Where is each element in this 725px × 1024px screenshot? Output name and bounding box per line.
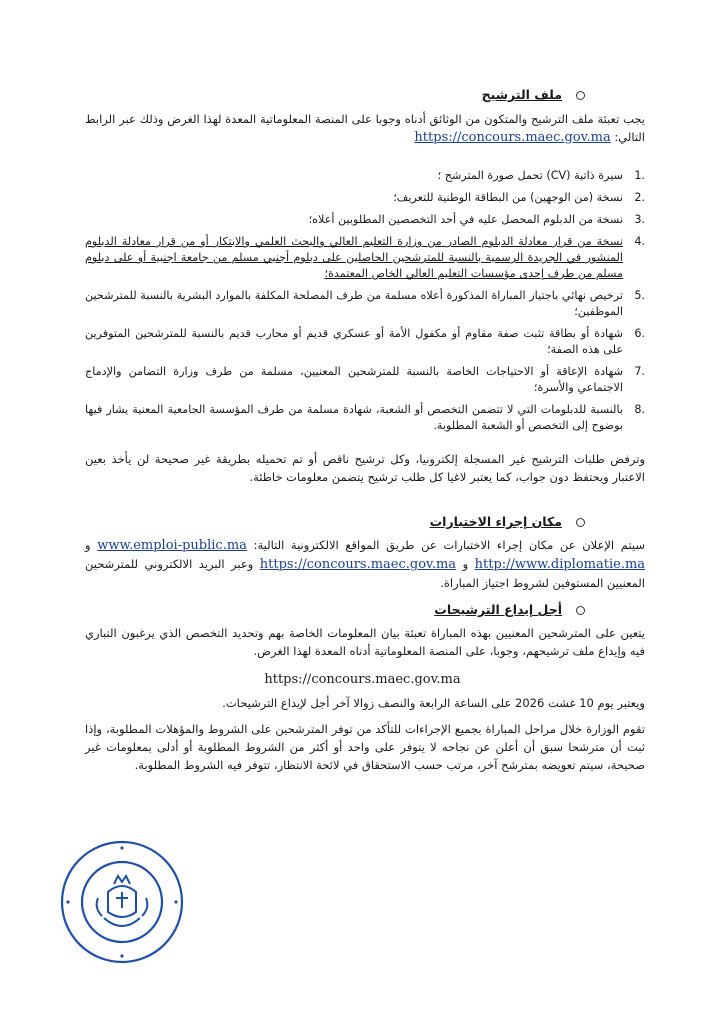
section1-title: ملف الترشيح xyxy=(481,87,562,102)
section1-intro-text: يجب تعبئة ملف الترشيح والمتكون من الوثائق أدناه وجوبا على المنصة المعلوماتية المعدة لهذا الغرض وذلك عبر الرابط التالي: xyxy=(85,112,645,144)
deadline-text xyxy=(85,694,645,712)
emploi-public-link[interactable]: www.emploi-public.ma xyxy=(97,538,247,553)
item-number: 3. xyxy=(634,213,645,226)
item-text: بالنسبة للدبلومات التي لا تتضمن التخصص أو الشعبة، شهادة مسلمة من طرف المؤسسة الجامعية المعنية يشار فيها بوضوح إلى التخصص أو الشعبة المطلوبة. xyxy=(85,403,623,432)
conjunction: و xyxy=(85,538,91,552)
bullet-circle-icon xyxy=(576,91,585,100)
item-number: 2. xyxy=(634,191,645,204)
section3-text: يتعين على المترشحين المعنيين بهذه المباراة تعبئة بيان المعلومات الخاصة بهم وتحديد التخصص الذي يرغبون التباري فيه وإيداع ملف ترشيحهم، وجوبا، على المنصة المعلوماتية أدناه المعدة لهذا الغرض. xyxy=(85,626,645,658)
section1-intro xyxy=(85,110,645,147)
item-number: 1. xyxy=(634,169,645,182)
list-item xyxy=(85,402,645,434)
item-number: 4. xyxy=(634,235,645,248)
concours-link[interactable]: https://concours.maec.gov.ma xyxy=(414,130,611,145)
final-paragraph xyxy=(85,720,645,774)
section-heading-deadline xyxy=(434,602,585,617)
section2-text-b: وعبر البريد الالكتروني للمترشحين المعنيين المستوفين لشروط اجتياز المباراة. xyxy=(85,557,645,590)
section2-text-a: سيتم الإعلان عن مكان إجراء الاختبارات عن طريق المواقع الالكترونية التالية: xyxy=(253,538,646,552)
item-text: شهادة أو بطاقة تثبت صفة مقاوم أو مكفول الأمة أو عسكري قديم أو محارب قديم بالنسبة للمترشحين المتوفرين على هذه الصفة؛ xyxy=(85,327,623,356)
list-item xyxy=(85,364,645,396)
section-heading-test-location xyxy=(430,514,585,529)
required-documents-list xyxy=(85,168,645,440)
section2-body xyxy=(85,536,645,592)
list-item xyxy=(85,190,645,206)
item-number: 5. xyxy=(634,289,645,302)
list-item xyxy=(85,234,645,282)
final-paragraph-text: تقوم الوزارة خلال مراحل المباراة بجميع الإجراءات للتأكد من توفر المترشحين على الشروط والمؤهلات المطلوبة، وإذا ثبت أن مترشحا سبق أن أعلن عن نجاحه لا يتوفر على واحد أو أكثر من الشروط المطلوبة أو أدلى بمعلومات غير صحيحة، سيتم تعويضه بمترشح آخر، مرتب حسب الاستحقاق في لائحة الانتظار، تتوفر فيه الشروط المطلوبة. xyxy=(85,722,645,772)
item-text: نسخة (من الوجهين) من البطاقة الوطنية للتعريف؛ xyxy=(393,191,623,204)
item-text: سيرة ذاتية (CV) تحمل صورة المترشح ؛ xyxy=(437,169,623,182)
conjunction: و xyxy=(462,557,469,571)
list-item xyxy=(85,326,645,358)
concours-link[interactable]: https://concours.maec.gov.ma xyxy=(259,557,457,572)
section3-link-row xyxy=(0,668,725,687)
rejection-note-text: وترفض طلبات الترشيح غير المسجلة إلكترونيا، وكل ترشيح ناقص أو تم تحميله بطريقة غير صحيحة لن يأخذ بعين الاعتبار ويحتفظ دون جواب، كما يعتبر لاغيا كل طلب ترشيح يتضمن معلومات خاطئة. xyxy=(85,452,645,484)
list-item xyxy=(85,212,645,228)
bullet-circle-icon xyxy=(576,518,585,527)
item-text: ترخيص نهائي باجتياز المباراة المذكورة أعلاه مسلمة من طرف المصلحة المكلفة بالموارد البشرية بالنسبة للمترشحين الموظفين؛ xyxy=(85,289,623,318)
item-text: نسخة من الدبلوم المحصل عليه في أحد التخصصين المطلوبين أعلاه؛ xyxy=(308,213,623,226)
rejection-note xyxy=(85,450,645,486)
item-number: 8. xyxy=(634,403,645,416)
section3-body xyxy=(85,624,645,660)
ministry-seal-icon xyxy=(58,838,186,966)
item-text: شهادة الإعاقة أو الاحتياجات الخاصة بالنسبة للمترشحين المعنيين، مسلمة من طرف وزارة التضامن والإدماج الاجتماعي والأسرة؛ xyxy=(85,365,623,394)
concours-link[interactable]: https://concours.maec.gov.ma xyxy=(264,672,461,687)
deadline-sentence: ويعتبر يوم 10 غشت 2026 على الساعة الرابعة والنصف زوالا آخر أجل لإيداع الترشيحات. xyxy=(222,696,645,710)
section-heading-application-file xyxy=(482,87,585,102)
item-number: 6. xyxy=(634,327,645,340)
diplomatie-link[interactable]: http://www.diplomatie.ma xyxy=(474,557,646,572)
item-number: 7. xyxy=(634,365,645,378)
list-item xyxy=(85,288,645,320)
list-item xyxy=(85,168,645,184)
item-text: نسخة من قرار معادلة الدبلوم الصادر من وزارة التعليم العالي والبحث العلمي والابتكار أو من قرار معادلة الدبلوم المنشور في الجريدة الرسمية بالنسبة للمترشحين الحاصلين على دبلوم أجنبي مسلم من جامعة اجنبية أو على دبلوم مسلم من طرف إحدى مؤسسات التعليم العالي الخاص المعتمدة؛ xyxy=(85,235,623,280)
section3-title: أجل إيداع الترشيحات xyxy=(434,602,562,617)
section2-title: مكان إجراء الاختبارات xyxy=(429,514,562,529)
bullet-circle-icon xyxy=(576,606,585,615)
